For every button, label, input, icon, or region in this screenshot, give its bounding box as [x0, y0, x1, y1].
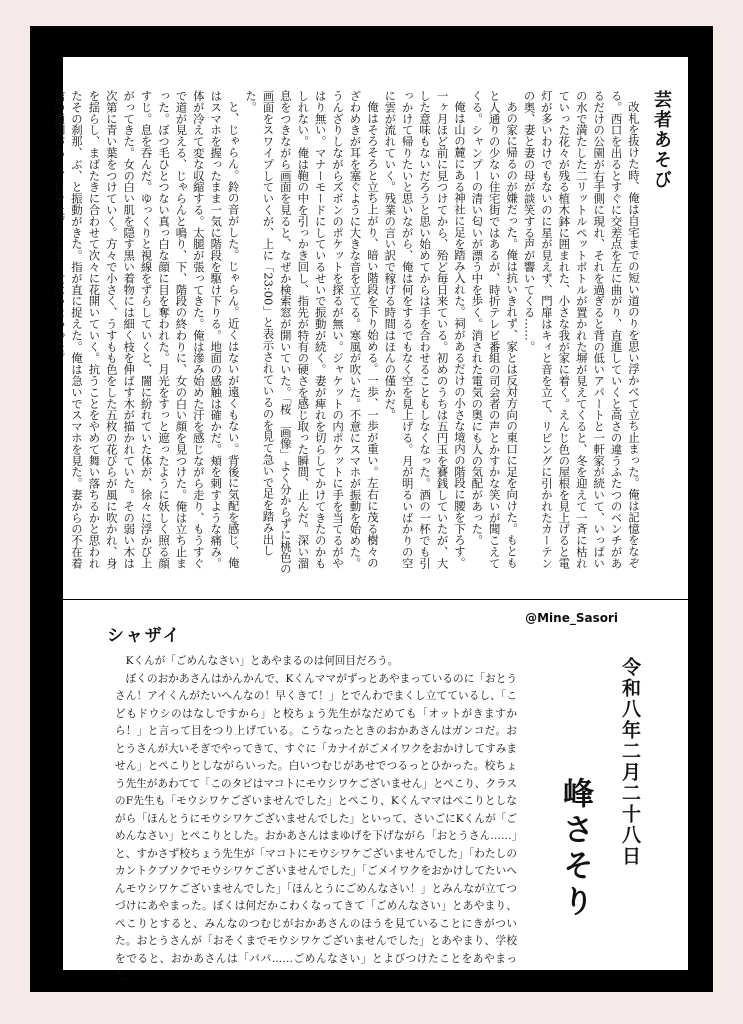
- story2-body: [115, 653, 517, 982]
- story1-title: 芸者あそび: [651, 90, 672, 190]
- story1-body: [52, 90, 642, 575]
- manuscript-sheet: [52, 57, 688, 982]
- section-divider: [63, 599, 688, 600]
- story1-paragraph: あの家に帰るのが嫌だった。俺は抗いきれず、家とは反対方向の東口に足を向けた。もともと人通りの少ない住宅街ではあるが、時折テレビ番組の司会者の声とかすかな笑いが聞こえてくる。シャンプーの清い匂いが漂う中を歩く。消された電気の奥にも人の気配があった。: [470, 90, 520, 569]
- story1-paragraph: 俺はそろそろと立ち上がり、暗い階段を下り始める。一歩、一歩が重い。左右に茂る樹々のざわめきが耳を塞ぐように大きな音を立てる。寒風が吹いた。不意にスマホが振動を始めた。うんざりしながらズボンのポケットを探るが無い。ジャケットの内ポケットに手を当てるがやはり無い。マナーモードにしているせいで振動が続く。妻が痺れを切らしてかけてきたのかもしれない。俺は鞄の中を引っかき回し、指先が特有の硬さを感じ取った瞬間、止んだ。深い溜息をつきながら画面を見ると、なぜか検索窓が開いていた。「桜 画像」よく分からずに桃色の画面をスワイプしていくが、上に「23:00」と表示されているのを見て急いで足を踏み出した。: [244, 90, 380, 575]
- author-name: 峰さそり: [557, 777, 593, 921]
- story2-paragraph: ぼくのおかあさんはかんかんで、Kくんママがずっとあやまっているのに「おとうさん！アイくんがたいへんなの！早くきて！」とでんわでまくし立てているし、「こどもドウシのはなしですから」と校ちょう先生がなだめても「オットがきますから！」と言って目をつり上げている。こうなったときのおかあさんはガンコだ。おとうさんが大いそぎでやってきて、すぐに「カナイがごメイワクをおかけしてすみません」とぺこりとしながらいった。白いつむじがあせでつるっとひかった。校ちょう先生があわてて「このタビはマコトにモウシワケございません」とぺこり、クラスのF先生も「モウシワケございませんでした」とぺこり、Kくんママはぺこりとしながら「ほんとうにモウシワケございませんでした」といって、さいごにKくんが「ごめんなさい」とぺこりとした。おかあさんはまゆげを下げながら「おとうさん……」と、すかさず校ちょう先生が「マコトにモウシワケございませんでした」「わたしのカントクブソクでモウシワケございませんでした」「ごメイワクをおかけしてたいへんモウシワケございませんでした」「ほんとうにごめんなさい！」とみんなが立てつづけにあやまった。ぼくは何だかこわくなってきて「ごめんなさい」とあやまり、ぺこりとすると、みんなのつむじがおかあさんのほうを見ていることにきがついた。おとうさんが「おそくまでモウシワケございませんでした」とあやまり、学校をでると、おかあさんは「パパ……ごめんなさい」とよびつけたことをあやまった。: [115, 672, 517, 982]
- story2-paragraph: Kくんが「ごめんなさい」とあやまるのは何回目だろう。: [125, 655, 399, 667]
- story1-paragraph: 改札を抜けた時、俺は自宅までの短い道のりを思い浮かべて立ち止まった。俺は記憶をなぞる。西口を出るとすぐに交差点を左に曲がり、直進していくと高さの違うふたつのベンチがあるだけの公園が右手側に現れ、それを過ぎると背の低いアパートと一軒家が続いて、いっぱいの水で満たした二リットルペットボトルが置かれた塀が見えてくると、冬を迎えて一斉に枯れていった花々が残る植木鉢に囲まれた、小さな我が家に着く。えんじ色の屋根を見上げると電灯が多いわけでもないのに星が見えず、門扉はキィと音を立て、リビングに引かれたカーテンの奥、妻と妻の母が談笑する声が響いてくる……。: [522, 90, 641, 569]
- author-handle: @Mine_Sasori: [525, 611, 618, 625]
- publication-date: 令和八年二月二十八日: [619, 657, 641, 867]
- story1-paragraph: 俺は山の麓にある神社に足を踏み入れた。祠があるだけの小さな境内の階段に腰を下ろす。一ヶ月ほど前に見つけてから、殆ど毎日来ている。初めのうちは五円玉を賽銭していたが、大した意味もないだろうと思い始めてからは手を合わせることもしなくなった。酒の一杯でも引っかけて帰りたいと思いながら、俺は何をするでもなく空を見上げる。月が明るいばかりの空に雲が流れていく。残業の言い訳で稼げる時間はほんの僅かだ。: [383, 90, 467, 569]
- story1-paragraph: と、じゃらん。鈴の音がした。じゃらん。近くはないが遠くもない。背後に気配を感じ、俺はスマホを握ったまま一気に階段を駆け下りる。地面の感触は確かだ。頬を刺すような痛み。体が冷えて変な収縮する。太腿が張ってきた。俺は滲み始めた汗を感じながら走り、もうすぐで道が見える、じゃらんと鳴り、下、階段の終わりに、女の白い顔を見つけた。俺は立ち止まった。ぼつ毛ひとつない真っ白な顔に目を奪われた。月光をすっと遮ったように妖しく照る顔すじ。息を吞んだ。ゆっくりと視線をずらしていくと、闇に紛れていた体が、徐々に浮かび上がってきた。女の白い肌を隠す黒い着物には細く枝を伸ばす木が描かれていた。その弱い木は次第に青い葉をつけていく。方々で小さく、うすもも色をした五枚の花びらが風に吹かれ、身を揺らし、まばたきに合わせて次々に花開いていく。抗うことをやめて舞い落ちるかと思われたその刹那、ぶ、と振動がきた。指が直に捉えた。俺は急いでスマホを見た。妻からの不在着信の通知があり、日を上げるともう女はいなかった。: [52, 90, 241, 569]
- story2-title: シャザイ: [107, 626, 182, 646]
